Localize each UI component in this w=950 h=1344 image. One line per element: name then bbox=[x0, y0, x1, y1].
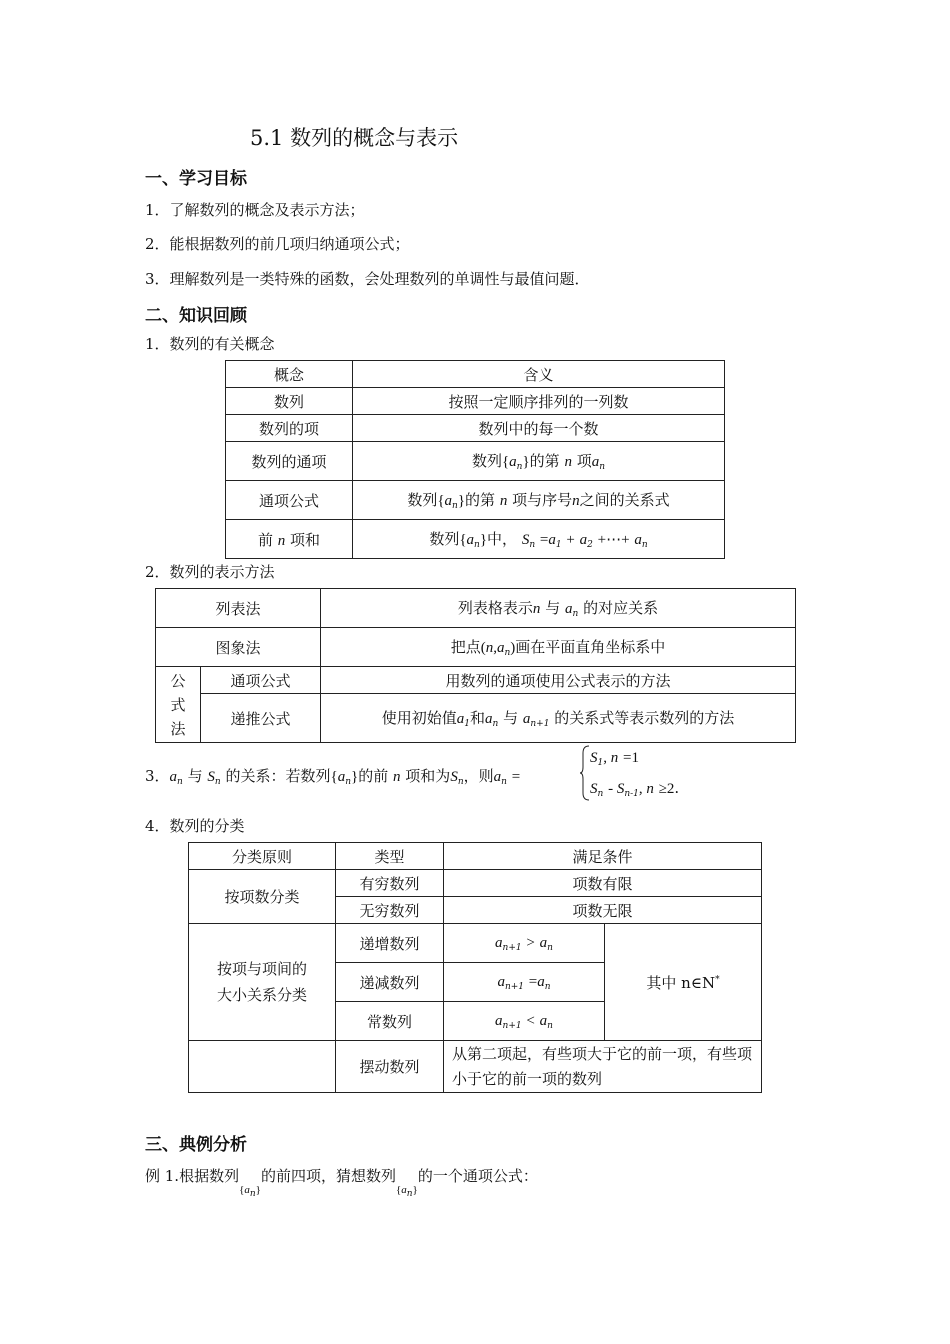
table-cell: $a_{n+1} =a_n$ bbox=[444, 963, 605, 1002]
table-cell: 递增数列 bbox=[336, 924, 444, 963]
table-cell: 列表格表示n 与 $a_n$ 的对应关系 bbox=[321, 589, 796, 628]
table-cell: 列表法 bbox=[156, 589, 321, 628]
table-cell: 用数列的通项使用公式表示的方法 bbox=[321, 667, 796, 694]
table-cell: 其中 n∈N* bbox=[605, 924, 762, 1041]
table-cell: 按项数分类 bbox=[189, 870, 336, 924]
table-cell: 数列的通项 bbox=[226, 442, 353, 481]
table-cell: 把点$(n,a_n)$画在平面直角坐标系中 bbox=[321, 628, 796, 667]
table-header: 含义 bbox=[353, 361, 725, 388]
sn-relation-text: 3．$a_n$ 与 $S_n$ 的关系：若数列$\{a_n\}$的前 n 项和为$S_n$，则$a_n$ = bbox=[145, 767, 521, 787]
table-header: 类型 bbox=[336, 843, 444, 870]
table-cell: 使用初始值$a_1$和$a_n$ 与 $a_{n+1}$ 的关系式等表示数列的方法 bbox=[321, 694, 796, 743]
table-cell: 数列$\{a_n\}$的第 n 项$a_n$ bbox=[353, 442, 725, 481]
table-header: 分类原则 bbox=[189, 843, 336, 870]
goal-1: 1．了解数列的概念及表示方法； bbox=[145, 201, 365, 219]
table-cell: 项数无限 bbox=[444, 897, 762, 924]
heading-examples: 三、典例分析 bbox=[145, 1135, 247, 1155]
table-cell: 数列$\{a_n\}$中， $S_n =a_1 + a_2$ +⋯+ $a_n$ bbox=[353, 520, 725, 559]
example-1: 例 1.根据数列$_{\{a_n\}}$的前四项，猜想数列$_{\{a_n\}}$的一个通项公式： bbox=[145, 1167, 538, 1199]
heading-review: 二、知识回顾 bbox=[145, 306, 247, 326]
table-cell: 按照一定顺序排列的一列数 bbox=[353, 388, 725, 415]
table-cell bbox=[189, 1041, 336, 1093]
classification-table bbox=[188, 842, 762, 1093]
table-cell: 数列的项 bbox=[226, 415, 353, 442]
table-header: 满足条件 bbox=[444, 843, 762, 870]
piecewise-case-1: $S_1$, n =1 bbox=[590, 750, 639, 768]
table-cell: 无穷数列 bbox=[336, 897, 444, 924]
table-cell: 数列 bbox=[226, 388, 353, 415]
table-cell: 从第二项起，有些项大于它的前一项，有些项小于它的前一项的数列 bbox=[444, 1041, 762, 1093]
representation-table bbox=[155, 588, 796, 743]
subheading-concepts: 1．数列的有关概念 bbox=[145, 335, 275, 353]
table-cell: 项数有限 bbox=[444, 870, 762, 897]
table-cell: 按项与项间的 大小关系分类 bbox=[189, 924, 336, 1041]
subheading-classification: 4．数列的分类 bbox=[145, 817, 245, 835]
piecewise-case-2: $S_n - S_{n-1}$, n ≥2. bbox=[590, 779, 680, 799]
goal-3: 3．理解数列是一类特殊的函数，会处理数列的单调性与最值问题． bbox=[145, 270, 590, 288]
table-cell: 前 n 项和 bbox=[226, 520, 353, 559]
table-cell: 递减数列 bbox=[336, 963, 444, 1002]
table-cell: 数列中的每一个数 bbox=[353, 415, 725, 442]
table-cell: 通项公式 bbox=[201, 667, 321, 694]
table-cell: 数列$\{a_n\}$的第 n 项与序号n之间的关系式 bbox=[353, 481, 725, 520]
table-header: 概念 bbox=[226, 361, 353, 388]
table-cell: 常数列 bbox=[336, 1002, 444, 1041]
table-cell: 公 式 法 bbox=[156, 667, 201, 743]
page-title: 5.1 数列的概念与表示 bbox=[250, 126, 459, 150]
table-cell: 通项公式 bbox=[226, 481, 353, 520]
goal-2: 2．能根据数列的前几项归纳通项公式； bbox=[145, 235, 410, 253]
table-cell: $a_{n+1} > a_n$ bbox=[444, 924, 605, 963]
table-cell: 有穷数列 bbox=[336, 870, 444, 897]
table-cell: 图象法 bbox=[156, 628, 321, 667]
table-cell: 摆动数列 bbox=[336, 1041, 444, 1093]
table-cell: 递推公式 bbox=[201, 694, 321, 743]
table-cell: $a_{n+1} < a_n$ bbox=[444, 1002, 605, 1041]
concept-table bbox=[225, 360, 725, 559]
heading-goals: 一、学习目标 bbox=[145, 169, 247, 189]
subheading-representation: 2．数列的表示方法 bbox=[145, 563, 275, 581]
